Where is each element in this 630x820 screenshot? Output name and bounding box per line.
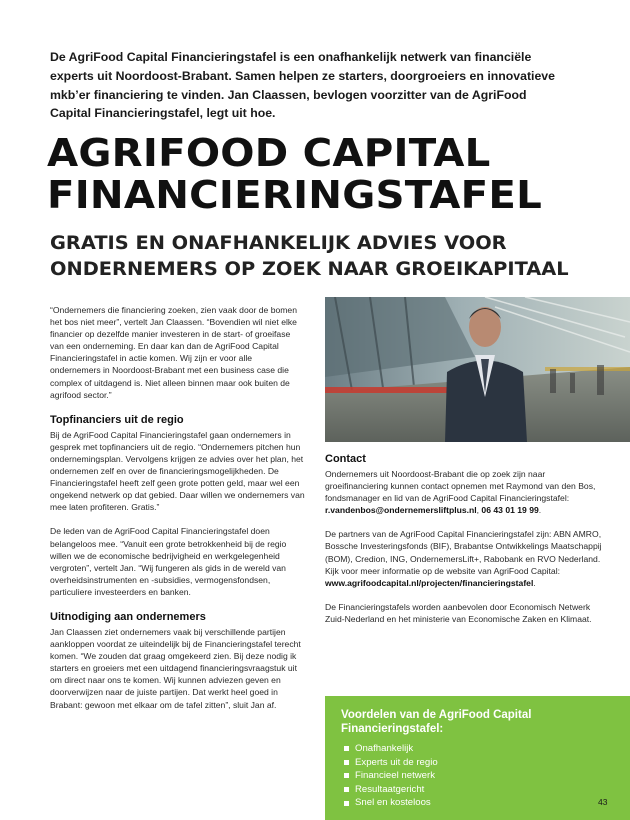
- contact-separator: ,: [476, 505, 482, 516]
- benefits-box: [325, 696, 630, 820]
- heading-topfinanciers: Topfinanciers uit de regio: [50, 413, 184, 426]
- square-bullet-icon: [344, 746, 349, 751]
- contact-end: .: [538, 505, 542, 516]
- left-column: [50, 304, 305, 723]
- contact-phone: 06 43 01 19 99: [481, 505, 539, 516]
- partners-text: De partners van de AgriFood Capital Financieringstafel zijn: ABN AMRO, Bossche Investeringsfonds (BIF), Brabantse Ontwikkelings Maatschappij (BOM), Credion, ING, OndernemersLift+, Rabobank en RVO Nederland. Kijk voor meer informatie op de website van AgriFood Capital:: [325, 529, 602, 576]
- list-item: Snel en kosteloos: [341, 796, 614, 810]
- right-column: [325, 452, 605, 637]
- website-link[interactable]: www.agrifoodcapital.nl/projecten/financieringstafel: [325, 577, 534, 588]
- list-item: Financieel netwerk: [341, 769, 614, 783]
- website-end: .: [533, 577, 536, 588]
- portrait-photo: [325, 297, 630, 442]
- contact-email-link[interactable]: r.vandenbos@ondernemersliftplus.nl: [325, 505, 477, 516]
- square-bullet-icon: [344, 773, 349, 778]
- heading-uitnodiging: Uitnodiging aan ondernemers: [50, 610, 206, 623]
- subtitle: [50, 230, 621, 282]
- contact-text: Ondernemers uit Noordoost-Brabant die op zoek zijn naar groeifinanciering kunnen contact opnemen met Raymond van den Bos, fondsmanager en lid van de AgriFood Capital Financieringstafel:: [325, 469, 596, 504]
- square-bullet-icon: [344, 801, 349, 806]
- left-paragraph-1: “Ondernemers die financiering zoeken, zien vaak door de bomen het bos niet meer”, vertelt Jan Claassen. “Bovendien wil niet elke financier op dezelfde manier investeren in de start- of groeifase van een onderneming. En daar kan dan de AgriFood Capital Financieringstafel in actie komen. Wij zijn er voor alle ondernemers in Noordoost-Brabant met een business case die complex of uitdagend is. Niet alleen binnen maar ook buiten de agrifood sector.”: [50, 305, 297, 400]
- square-bullet-icon: [344, 787, 349, 792]
- subtitle-line-1: GRATIS EN ONAFHANKELIJK ADVIES VOOR: [50, 232, 507, 254]
- left-paragraph-3: De leden van de AgriFood Capital Financieringstafel doen belangeloos mee. “Vanuit een grote betrokkenheid bij de regio willen we de economische bedrijvigheid en werkgelegenheid vergroten”, vertelt Jan. “Wij fungeren als gids in de wereld van overheidsinstrumenten en -subsidies, vermogensfondsen, particuliere investeerders en banken.: [50, 526, 287, 597]
- square-bullet-icon: [344, 760, 349, 765]
- title-line-2: FINANCIERINGSTAFEL: [47, 173, 542, 217]
- support-paragraph: De Financieringstafels worden aanbevolen door Economisch Netwerk Zuid-Nederland en het ministerie van Economische Zaken en Klimaat.: [325, 601, 592, 624]
- subtitle-line-2: ONDERNEMERS OP ZOEK NAAR GROEIKAPITAAL: [50, 258, 569, 280]
- title-line-1: AGRIFOOD CAPITAL: [47, 131, 491, 175]
- left-paragraph-2: Bij de AgriFood Capital Financieringstafel gaan ondernemers in gesprek met topfinanciers uit de regio. “Ondernemers pitchen hun ondernemingsplan. Vervolgens krijgen ze advies over het plan, het ondernemen zelf en over de financieringsmogelijkheden. De Financieringstafel heeft zelf geen grote potten geld, maar wel een ongekend netwerk op dat gebied. Daar willen we ondernemers van mee laten profiteren. Gratis.”: [50, 429, 305, 513]
- benefits-heading: [341, 708, 614, 736]
- contact-paragraph: [325, 468, 605, 516]
- page-number: 43: [598, 797, 608, 807]
- benefits-list: [341, 742, 614, 810]
- partners-paragraph: [325, 528, 605, 588]
- page-title: [47, 132, 630, 216]
- benefits-heading-line-2: Financieringstafel:: [341, 723, 444, 735]
- list-item: Onafhankelijk: [341, 742, 614, 756]
- intro-paragraph: De AgriFood Capital Financieringstafel is een onafhankelijk netwerk van financiële experts uit Noordoost-Brabant. Samen helpen ze starters, doorgroeiers en innovatieve mkb’er financiering te vinden. Jan Claassen, bevlogen voorzitter van de AgriFood Capital Financieringstafel, legt uit hoe.: [50, 50, 555, 121]
- benefits-heading-line-1: Voordelen van de AgriFood Capital: [341, 709, 532, 721]
- list-item: Experts uit de regio: [341, 756, 614, 770]
- list-item: Resultaatgericht: [341, 783, 614, 797]
- left-paragraph-4: Jan Claassen ziet ondernemers vaak bij verschillende partijen aankloppen voordat ze uiteindelijk bij de Financieringstafel terecht komen. “We zouden dat graag omgekeerd zien. Bij deze nodig ik starters en groeiers met een uitdagend financieringsvraagstuk uit om direct naar ons te komen. Wij kunnen adviezen geven en doorverwijzen naar de juiste partijen. Dat werkt heel goed in Brabant: gewoon met elkaar om de tafel zitten”, sluit Jan af.: [50, 626, 301, 710]
- heading-contact: Contact: [325, 453, 366, 465]
